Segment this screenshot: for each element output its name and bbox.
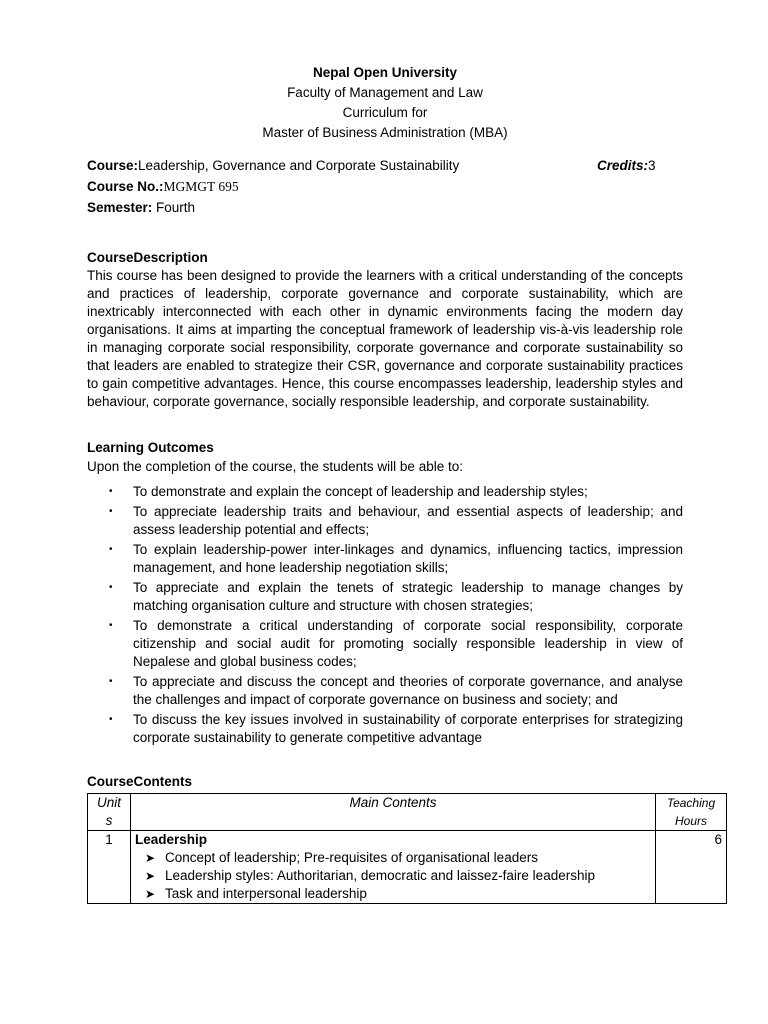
teaching-hours: 6	[656, 831, 727, 904]
units-column-header: Unit s	[88, 794, 131, 831]
semester-value: Fourth	[152, 200, 196, 215]
course-label: Course:	[87, 158, 139, 173]
course-contents-table	[87, 793, 727, 904]
curriculum-line: Curriculum for	[342, 105, 428, 120]
list-item	[87, 673, 683, 709]
bullet-icon: •	[109, 620, 113, 631]
list-item	[135, 885, 651, 903]
teaching-hours-column-header: Teaching Hours	[656, 794, 727, 831]
list-item	[87, 711, 683, 747]
list-item	[135, 849, 651, 867]
bullet-icon: •	[109, 544, 113, 555]
list-item	[87, 503, 683, 539]
course-line	[87, 156, 459, 176]
unit-contents	[131, 831, 656, 904]
credits-line	[597, 156, 656, 176]
main-contents-column-header: Main Contents	[131, 794, 656, 831]
arrow-bullet-icon: ➤	[145, 887, 156, 901]
course-description-text: This course has been designed to provide the learners with a critical understanding of the concepts and practices of leadership, corporate governance and corporate sustainability, which are inextricably interconnected with each other in dynamic environments facing the modern day organisations. It aims at imparting the conceptual framework of leadership vis-à-vis leadership role in managing corporate social responsibility, corporate governance and corporate sustainability so that leaders are enabled to strategize their CSR, governance and corporate sustainability practices to gain competitive advantages. Hence, this course encompasses leadership, leadership styles and behaviour, corporate governance, socially responsible leadership, and corporate sustainability.	[87, 268, 683, 409]
bullet-icon: •	[109, 582, 113, 593]
learning-outcomes-heading: Learning Outcomes	[87, 440, 214, 455]
course-number-line	[87, 177, 239, 197]
bullet-icon: •	[109, 714, 113, 725]
university-title: Nepal Open University	[312, 65, 458, 80]
sub-topic: Task and interpersonal leadership	[165, 886, 367, 901]
outcome-text: To demonstrate a critical understanding of corporate social responsibility, corporate citizenship and social audit for promoting socially responsible leadership in view of Nepalese and global business codes;	[133, 618, 683, 669]
learning-outcomes-intro: Upon the completion of the course, the students will be able to:	[87, 459, 463, 474]
course-value: Leadership, Governance and Corporate Sustainability	[138, 158, 460, 173]
bullet-icon: •	[109, 486, 113, 497]
program-line: Master of Business Administration (MBA)	[262, 125, 508, 140]
sub-topic: Leadership styles: Authoritarian, democratic and laissez-faire leadership	[165, 868, 595, 883]
arrow-bullet-icon: ➤	[145, 851, 156, 865]
outcome-text: To demonstrate and explain the concept of leadership and leadership styles;	[133, 484, 588, 499]
outcome-text: To appreciate leadership traits and behaviour, and essential aspects of leadership; and assess leadership potential and effects;	[133, 504, 683, 537]
learning-outcomes-list	[87, 483, 683, 749]
bullet-icon: •	[109, 676, 113, 687]
list-item	[87, 541, 683, 577]
semester-label: Semester:	[87, 200, 153, 215]
unit-title: Leadership	[135, 832, 208, 847]
unit-number: 1	[88, 831, 131, 904]
faculty-line: Faculty of Management and Law	[287, 85, 483, 100]
course-number-value: MGMGT 695	[163, 179, 239, 194]
course-number-label: Course No.:	[87, 179, 164, 194]
list-item	[87, 483, 683, 501]
table-header-row	[88, 794, 727, 831]
outcome-text: To discuss the key issues involved in sustainability of corporate enterprises for strategizing corporate sustainability to generate competitive advantage	[133, 712, 683, 745]
credits-value: 3	[648, 158, 656, 173]
list-item	[87, 579, 683, 615]
semester-line	[87, 198, 195, 218]
outcome-text: To explain leadership-power inter-linkages and dynamics, influencing tactics, impression management, and hone leadership negotiation skills;	[133, 542, 683, 575]
list-item	[87, 617, 683, 671]
list-item	[135, 867, 651, 885]
course-description-heading: CourseDescription	[87, 250, 208, 265]
sub-topic: Concept of leadership; Pre-requisites of organisational leaders	[165, 850, 538, 865]
outcome-text: To appreciate and discuss the concept and theories of corporate governance, and analyse the challenges and impact of corporate governance on business and society; and	[133, 674, 683, 707]
course-contents-heading: CourseContents	[87, 774, 193, 789]
arrow-bullet-icon: ➤	[145, 869, 156, 883]
bullet-icon: •	[109, 506, 113, 517]
credits-label: Credits:	[597, 158, 649, 173]
outcome-text: To appreciate and explain the tenets of strategic leadership to manage changes by matching organisation culture and structure with chosen strategies;	[133, 580, 683, 613]
table-row	[88, 831, 727, 904]
